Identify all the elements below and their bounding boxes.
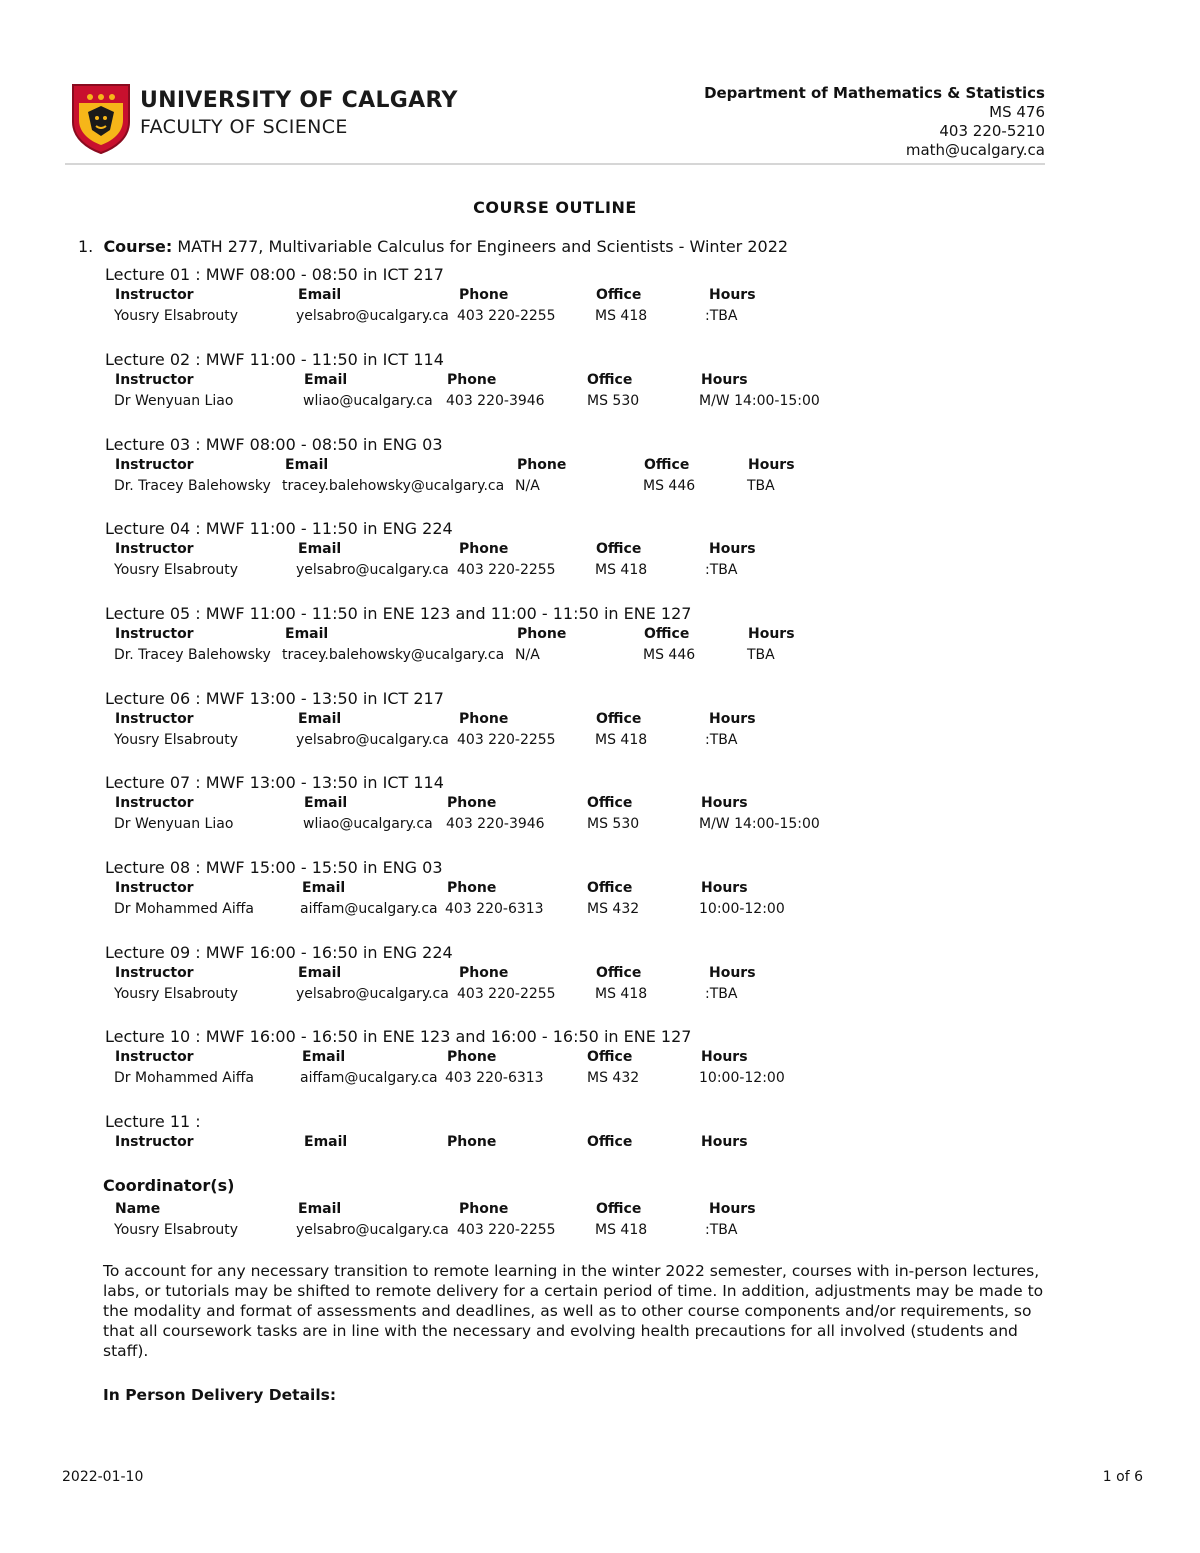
- lecture-data-row: [105, 732, 1005, 753]
- lecture-header-row: [105, 372, 1005, 393]
- coordinator-email: yelsabro@ucalgary.ca: [296, 1222, 449, 1238]
- coordinator-heading: Coordinator(s): [103, 1176, 235, 1195]
- instructor-office: MS 418: [595, 732, 648, 748]
- email-header: Email: [285, 626, 329, 642]
- office-header: Office: [587, 1134, 633, 1150]
- lecture-data-row: [105, 901, 1005, 922]
- hours-header: Hours: [709, 541, 756, 557]
- office-header: Office: [596, 287, 642, 303]
- page-title: COURSE OUTLINE: [473, 198, 637, 217]
- instructor-phone: N/A: [515, 478, 540, 494]
- email-header: Email: [304, 372, 348, 388]
- instructor-header: Instructor: [115, 711, 194, 727]
- email-header: Email: [298, 1201, 342, 1217]
- lecture-header-row: [105, 541, 1005, 562]
- lecture-title: Lecture 10 : MWF 16:00 - 16:50 in ENE 123 and 16:00 - 16:50 in ENE 127: [105, 1027, 692, 1046]
- lecture-block: [105, 265, 1005, 329]
- phone-header: Phone: [459, 711, 509, 727]
- office-header: Office: [596, 711, 642, 727]
- instructor-hours: M/W 14:00-15:00: [699, 816, 820, 832]
- instructor-header: Instructor: [115, 1049, 194, 1065]
- lecture-block: [105, 519, 1005, 583]
- office-header: Office: [587, 795, 633, 811]
- instructor-hours: :TBA: [705, 308, 738, 324]
- lecture-title: Lecture 08 : MWF 15:00 - 15:50 in ENG 03: [105, 858, 443, 877]
- instructor-name: Dr Mohammed Aiffa: [114, 901, 254, 917]
- lecture-header-row: [105, 1134, 1005, 1155]
- lecture-header-row: [105, 626, 1005, 647]
- lecture-header-row: [105, 287, 1005, 308]
- instructor-phone: 403 220-2255: [457, 308, 556, 324]
- instructor-phone: 403 220-2255: [457, 986, 556, 1002]
- lecture-header-row: [105, 1049, 1005, 1070]
- lecture-data-row: [105, 308, 1005, 329]
- email-header: Email: [304, 1134, 348, 1150]
- lecture-data-row: [105, 986, 1005, 1007]
- instructor-email: aiffam@ucalgary.ca: [300, 901, 438, 917]
- instructor-phone: 403 220-6313: [445, 1070, 544, 1086]
- instructor-email: yelsabro@ucalgary.ca: [296, 562, 449, 578]
- instructor-header: Instructor: [115, 372, 194, 388]
- lecture-data-row: [105, 1070, 1005, 1091]
- office-header: Office: [596, 1201, 642, 1217]
- office-header: Office: [587, 372, 633, 388]
- instructor-name: Yousry Elsabrouty: [114, 732, 239, 748]
- instructor-hours: :TBA: [705, 732, 738, 748]
- lecture-header-row: [105, 880, 1005, 901]
- lecture-block: [105, 943, 1005, 1007]
- instructor-name: Dr Mohammed Aiffa: [114, 1070, 254, 1086]
- instructor-header: Instructor: [115, 626, 194, 642]
- phone-header: Phone: [517, 457, 567, 473]
- lecture-header-row: [105, 711, 1005, 732]
- instructor-phone: N/A: [515, 647, 540, 663]
- phone-header: Phone: [447, 880, 497, 896]
- hours-header: Hours: [701, 795, 748, 811]
- instructor-header: Instructor: [115, 287, 194, 303]
- instructor-header: Instructor: [115, 880, 194, 896]
- instructor-office: MS 530: [587, 816, 640, 832]
- instructor-office: MS 432: [587, 1070, 640, 1086]
- name-header: Name: [115, 1201, 161, 1217]
- office-header: Office: [596, 965, 642, 981]
- hours-header: Hours: [701, 372, 748, 388]
- phone-header: Phone: [447, 1134, 497, 1150]
- hours-header: Hours: [709, 1201, 756, 1217]
- lecture-block: [105, 773, 1005, 837]
- instructor-office: MS 432: [587, 901, 640, 917]
- lecture-block: [105, 858, 1005, 922]
- hours-header: Hours: [709, 287, 756, 303]
- header-divider: [65, 163, 1045, 165]
- instructor-header: Instructor: [115, 457, 194, 473]
- instructor-office: MS 418: [595, 562, 648, 578]
- lecture-title: Lecture 07 : MWF 13:00 - 13:50 in ICT 114: [105, 773, 444, 792]
- office-header: Office: [596, 541, 642, 557]
- phone-header: Phone: [459, 287, 509, 303]
- instructor-hours: M/W 14:00-15:00: [699, 393, 820, 409]
- lecture-block: [105, 350, 1005, 414]
- lecture-block: [105, 689, 1005, 753]
- instructor-hours: TBA: [747, 647, 775, 663]
- lecture-data-row: [105, 816, 1005, 837]
- instructor-hours: TBA: [747, 478, 775, 494]
- email-header: Email: [304, 795, 348, 811]
- office-header: Office: [644, 626, 690, 642]
- university-name: UNIVERSITY OF CALGARY: [140, 88, 458, 113]
- lecture-title: Lecture 11 :: [105, 1112, 201, 1131]
- office-header: Office: [587, 1049, 633, 1065]
- instructor-name: Dr. Tracey Balehowsky: [114, 647, 271, 663]
- lecture-data-row: [105, 562, 1005, 583]
- instructor-hours: :TBA: [705, 986, 738, 1002]
- lecture-title: Lecture 06 : MWF 13:00 - 13:50 in ICT 217: [105, 689, 444, 708]
- instructor-office: MS 418: [595, 986, 648, 1002]
- remote-learning-paragraph: To account for any necessary transition to remote learning in the winter 2022 semester, courses with in-person lectures, labs, or tutorials may be shifted to remote delivery for a certain period of time. In addition, adjustments may be made to the modality and format of assessments and deadlines, as well as to other course components and/or requirements, so that all coursework tasks are in line with the necessary and evolving health precautions for all involved (students and staff).: [103, 1262, 1044, 1360]
- instructor-hours: 10:00-12:00: [699, 901, 785, 917]
- instructor-name: Dr Wenyuan Liao: [114, 816, 234, 832]
- lecture-header-row: [105, 965, 1005, 986]
- instructor-email: yelsabro@ucalgary.ca: [296, 732, 449, 748]
- footer-date: 2022-01-10: [62, 1469, 144, 1485]
- instructor-email: tracey.balehowsky@ucalgary.ca: [282, 478, 505, 494]
- instructor-office: MS 530: [587, 393, 640, 409]
- instructor-email: yelsabro@ucalgary.ca: [296, 308, 449, 324]
- lecture-block: [105, 1112, 1005, 1155]
- phone-header: Phone: [447, 1049, 497, 1065]
- course-number: 1.: [78, 237, 94, 256]
- lecture-title: Lecture 04 : MWF 11:00 - 11:50 in ENG 224: [105, 519, 453, 538]
- coordinator-hours: :TBA: [705, 1222, 738, 1238]
- coordinator-phone: 403 220-2255: [457, 1222, 556, 1238]
- instructor-phone: 403 220-3946: [446, 393, 545, 409]
- lecture-title: Lecture 01 : MWF 08:00 - 08:50 in ICT 217: [105, 265, 444, 284]
- coordinator-block: [105, 1201, 1005, 1243]
- lecture-title: Lecture 09 : MWF 16:00 - 16:50 in ENG 224: [105, 943, 453, 962]
- lecture-block: [105, 604, 1005, 668]
- course-line: [78, 237, 788, 256]
- instructor-name: Yousry Elsabrouty: [114, 308, 239, 324]
- lecture-block: [105, 435, 1005, 499]
- instructor-office: MS 418: [595, 308, 648, 324]
- course-label: Course:: [103, 237, 173, 256]
- page-number: 1 of 6: [1102, 1469, 1143, 1485]
- instructor-phone: 403 220-2255: [457, 562, 556, 578]
- instructor-email: tracey.balehowsky@ucalgary.ca: [282, 647, 505, 663]
- phone-header: Phone: [459, 1201, 509, 1217]
- phone-header: Phone: [517, 626, 567, 642]
- email-header: Email: [285, 457, 329, 473]
- in-person-delivery-heading: In Person Delivery Details:: [103, 1386, 337, 1404]
- email-header: Email: [302, 880, 346, 896]
- department-email: math@ucalgary.ca: [905, 141, 1045, 159]
- hours-header: Hours: [701, 1049, 748, 1065]
- hours-header: Hours: [709, 965, 756, 981]
- university-crest-logo: [70, 82, 132, 154]
- lecture-data-row: [105, 478, 1005, 499]
- email-header: Email: [302, 1049, 346, 1065]
- lecture-data-row: [105, 647, 1005, 668]
- instructor-phone: 403 220-2255: [457, 732, 556, 748]
- email-header: Email: [298, 965, 342, 981]
- course-text: MATH 277, Multivariable Calculus for Engineers and Scientists - Winter 2022: [177, 237, 789, 256]
- coordinator-office: MS 418: [595, 1222, 648, 1238]
- hours-header: Hours: [748, 626, 795, 642]
- instructor-email: aiffam@ucalgary.ca: [300, 1070, 438, 1086]
- lecture-header-row: [105, 457, 1005, 478]
- faculty-name: FACULTY OF SCIENCE: [140, 116, 348, 138]
- phone-header: Phone: [447, 372, 497, 388]
- instructor-email: yelsabro@ucalgary.ca: [296, 986, 449, 1002]
- hours-header: Hours: [709, 711, 756, 727]
- lecture-block: [105, 1027, 1005, 1091]
- department-phone: 403 220-5210: [939, 122, 1045, 140]
- instructor-name: Dr. Tracey Balehowsky: [114, 478, 271, 494]
- department-room: MS 476: [989, 103, 1045, 121]
- instructor-email: wliao@ucalgary.ca: [303, 393, 433, 409]
- instructor-office: MS 446: [643, 647, 696, 663]
- instructor-name: Yousry Elsabrouty: [114, 986, 239, 1002]
- instructor-phone: 403 220-3946: [446, 816, 545, 832]
- instructor-header: Instructor: [115, 965, 194, 981]
- instructor-office: MS 446: [643, 478, 696, 494]
- coordinator-header-row: [105, 1201, 1005, 1222]
- phone-header: Phone: [447, 795, 497, 811]
- department-name: Department of Mathematics & Statistics: [704, 84, 1045, 102]
- instructor-hours: :TBA: [705, 562, 738, 578]
- coordinator-name: Yousry Elsabrouty: [114, 1222, 239, 1238]
- instructor-header: Instructor: [115, 541, 194, 557]
- instructor-header: Instructor: [115, 1134, 194, 1150]
- email-header: Email: [298, 287, 342, 303]
- department-contact: [704, 84, 1045, 160]
- hours-header: Hours: [701, 880, 748, 896]
- lecture-title: Lecture 03 : MWF 08:00 - 08:50 in ENG 03: [105, 435, 443, 454]
- email-header: Email: [298, 541, 342, 557]
- instructor-header: Instructor: [115, 795, 194, 811]
- instructor-phone: 403 220-6313: [445, 901, 544, 917]
- instructor-name: Yousry Elsabrouty: [114, 562, 239, 578]
- instructor-name: Dr Wenyuan Liao: [114, 393, 234, 409]
- email-header: Email: [298, 711, 342, 727]
- lecture-title: Lecture 02 : MWF 11:00 - 11:50 in ICT 114: [105, 350, 444, 369]
- lecture-title: Lecture 05 : MWF 11:00 - 11:50 in ENE 123 and 11:00 - 11:50 in ENE 127: [105, 604, 692, 623]
- instructor-email: wliao@ucalgary.ca: [303, 816, 433, 832]
- phone-header: Phone: [459, 965, 509, 981]
- instructor-hours: 10:00-12:00: [699, 1070, 785, 1086]
- lecture-data-row: [105, 393, 1005, 414]
- lecture-header-row: [105, 795, 1005, 816]
- office-header: Office: [587, 880, 633, 896]
- phone-header: Phone: [459, 541, 509, 557]
- coordinator-data-row: [105, 1222, 1005, 1243]
- hours-header: Hours: [748, 457, 795, 473]
- hours-header: Hours: [701, 1134, 748, 1150]
- office-header: Office: [644, 457, 690, 473]
